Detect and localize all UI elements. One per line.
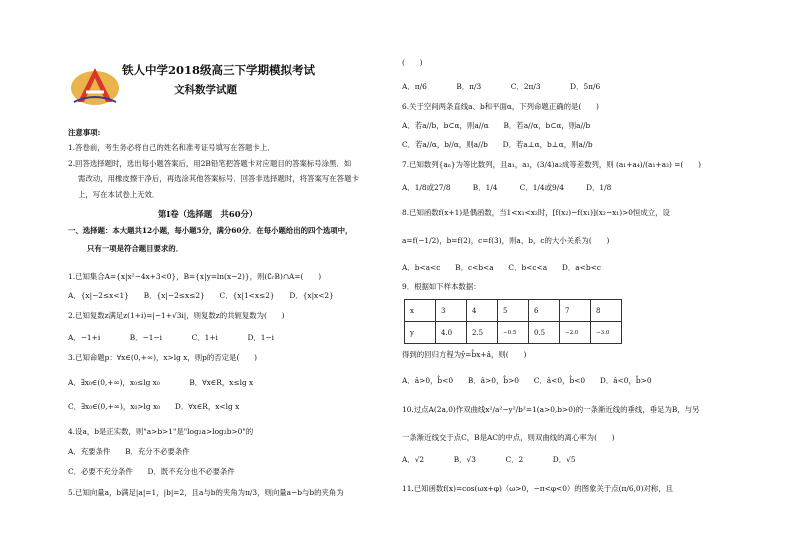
section-intro: 只有一项是符合题目要求的． [87, 244, 184, 253]
table-cell: 8 [591, 300, 622, 322]
question-8: 8.已知函数f(x+1)是偶函数，当1<x₁<x₂时，[f(x₂)−f(x₁)](x₂−x₁)>0恒成立，设 [402, 208, 670, 217]
table-cell: 4 [467, 300, 498, 322]
question-4-options: C．必要不充分条件 D．既不充分也不必要条件 [68, 467, 235, 476]
question-10: 10.过点A(2a,0)作双曲线x²/a²−y²/b²=1(a>0,b>0)的一条渐近线的垂线，垂足为B，与另 [402, 405, 700, 414]
table-row [405, 300, 622, 322]
exam-title: 铁人中学2018级高三下学期模拟考试 [122, 63, 316, 77]
table-cell: 2.5 [467, 322, 498, 344]
table-cell: 3 [436, 300, 467, 322]
table-cell: 4.0 [436, 322, 467, 344]
table-header-x: x [405, 300, 436, 322]
notes-line: 上，写在本试卷上无效． [78, 190, 160, 199]
table-cell: 0.5 [529, 322, 560, 344]
school-logo [66, 62, 124, 108]
question-3: 3.已知命题p：∀x∈(0,+∞)，x>lg x，则p的否定是( ) [68, 353, 257, 362]
table-cell: −3.0 [591, 322, 622, 344]
question-5-paren: ( ) [402, 58, 423, 67]
section-title: 第Ⅰ卷（选择题 共60分） [158, 209, 258, 219]
question-9: 9．根据如下样本数据： [402, 282, 481, 291]
question-2-options: A．−1+i B．−1−i C．1+i D．1−i [68, 333, 275, 342]
question-9-regression: 得到的回归方程为ŷ=b̂x+â，则( ) [402, 350, 527, 359]
question-5-options: A．π/6 B．π/3 C．2π/3 D．5π/6 [402, 82, 601, 91]
question-10-cont: 一条渐近线交于点C，B是AC的中点，则双曲线的离心率为( ) [402, 433, 615, 442]
question-1: 1.已知集合A={x|x²−4x+3<0}，B={x|y=ln(x−2)}，则(∁ᵣB)∩A=( ) [68, 272, 322, 281]
question-1-options: A．{x|−2≤x<1} B．{x|−2≤x≤2} C．{x|1<x≤2} D．{x|x<2} [68, 291, 334, 300]
question-6-options: A．若a//b，b⊂α，则a//α B．若a//α，b⊂α，则a//b [402, 121, 591, 130]
table-cell: −0.5 [498, 322, 529, 344]
question-7-options: A．1/8或27/8 B．1/4 C．1/4或9/4 D．1/8 [402, 183, 612, 192]
question-7: 7.已知数列{aₙ}为等比数列，且a₁，a₃，(3/4)a₂成等差数列，则 (a₁+a₄)/(a₁+a₃) =( ) [402, 160, 701, 169]
notes-line: 2.回答选择题时，选出每小题答案后，用2B铅笔把答题卡对应题目的答案标号涂黑．如 [68, 159, 352, 168]
question-5: 5.已知向量a，b满足|a|=1，|b|=2，且a与b的夹角为π/3，则向量a−b与b的夹角为 [68, 488, 344, 497]
notes-line: 1.答卷前，考生务必将自己的姓名和准考证号填写在答题卡上． [68, 143, 275, 152]
question-8-values: a=f(−1/2)，b=f(2)，c=f(3)，则a，b，c的大小关系为( ) [402, 236, 610, 245]
question-8-options: A．b<a<c B．c<b<a C．b<c<a D．a<b<c [402, 263, 601, 272]
notes-heading: 注意事项: [68, 128, 101, 137]
question-4: 4.设a，b是正实数，则"a>b>1"是"log₂a>log₂b>0"的 [68, 427, 254, 436]
question-4-options: A．充要条件 B．充分不必要条件 [68, 447, 190, 456]
question-3-options: A．∃x₀∈(0,+∞)，x₀≤lg x₀ B．∀x∈R，x≤lg x [68, 378, 254, 387]
notes-line: 需改动，用橡皮擦干净后，再选涂其他答案标号．回答非选择题时，将答案写在答题卡 [78, 174, 359, 183]
exam-subtitle: 文科数学试题 [174, 84, 237, 96]
question-6: 6.关于空间两条直线a、b和平面α，下列命题正确的是( ) [402, 102, 599, 111]
question-6-options: C．若a//α，b//α，则a//b D．若a⊥α，b⊥α，则a//b [402, 140, 593, 149]
question-3-options: C．∃x₀∈(0,+∞)，x₀>lg x₀ D．∀x∈R，x<lg x [68, 402, 240, 411]
table-cell: 6 [529, 300, 560, 322]
question-10-options: A．√2 B．√3 C．2 D．√5 [402, 455, 576, 464]
table-header-y: y [405, 322, 436, 344]
table-cell: 5 [498, 300, 529, 322]
question-11: 11.已知函数f(x)=cos(ωx+φ)（ω>0，−π<φ<0）的图象关于点(π/6,0)对称，且 [402, 484, 674, 493]
sample-data-table [404, 299, 622, 344]
question-2: 2.已知复数z满足z(1+i)=|−1+√3i|，则复数z的共轭复数为( ) [68, 311, 285, 320]
section-intro: 一、选择题：本大题共12小题，每小题5分，满分60分．在每小题给出的四个选项中， [68, 226, 353, 235]
table-cell: −2.0 [560, 322, 591, 344]
question-9-options: A．â>0，b̂<0 B．â>0，b̂>0 C．â<0，b̂<0 D．â<0，b̂>0 [402, 376, 652, 385]
table-cell: 7 [560, 300, 591, 322]
table-row [405, 322, 622, 344]
